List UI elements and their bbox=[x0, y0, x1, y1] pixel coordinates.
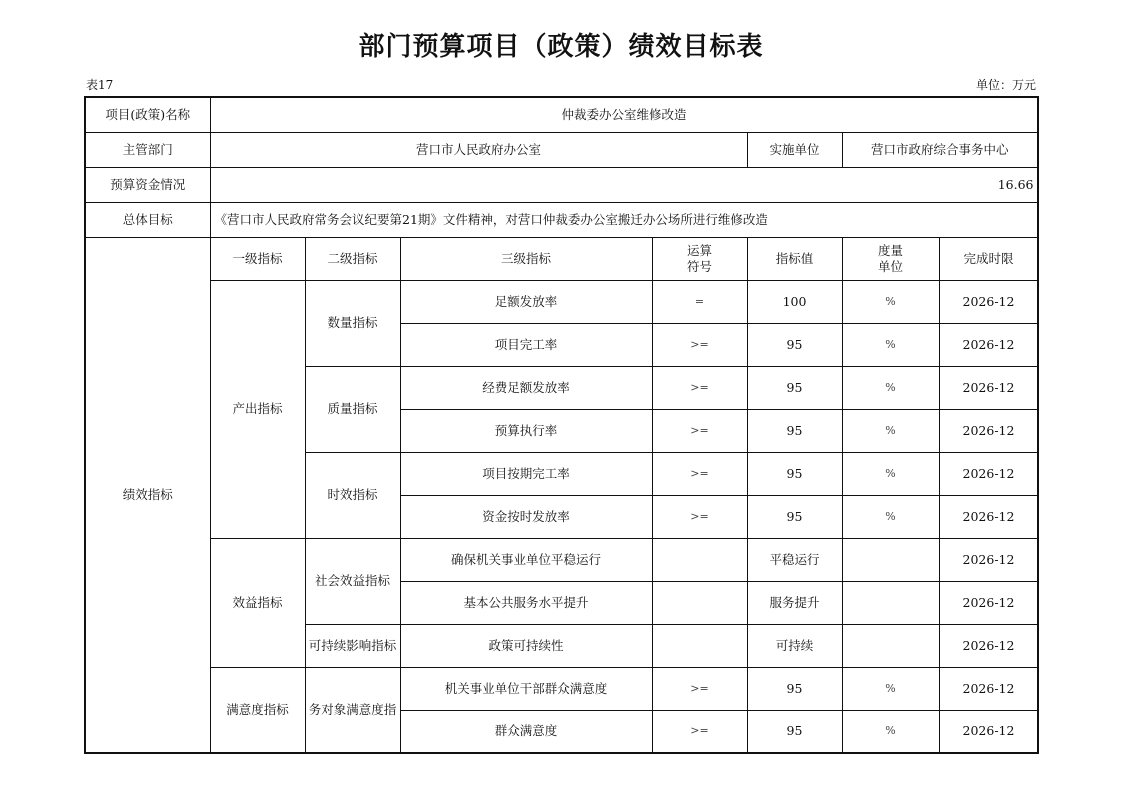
indicator-value: 95 bbox=[747, 323, 842, 366]
perf-indicators-label: 绩效指标 bbox=[85, 237, 210, 753]
indicator-name: 机关事业单位干部群众满意度 bbox=[400, 667, 652, 710]
group-sustain: 可持续影响指标 bbox=[305, 624, 400, 667]
indicator-name: 足额发放率 bbox=[400, 280, 652, 323]
indicator-unit bbox=[842, 538, 939, 581]
budget-label: 预算资金情况 bbox=[85, 167, 210, 202]
page-title: 部门预算项目（政策）绩效目标表 bbox=[358, 32, 764, 62]
goal-label: 总体目标 bbox=[85, 202, 210, 237]
indicator-unit: % bbox=[842, 323, 939, 366]
indicator-value: 95 bbox=[747, 452, 842, 495]
table-number: 表17 bbox=[86, 78, 114, 92]
indicator-deadline: 2026-12 bbox=[939, 581, 1038, 624]
indicator-value: 95 bbox=[747, 409, 842, 452]
indicator-unit bbox=[842, 624, 939, 667]
group-quality: 质量指标 bbox=[305, 366, 400, 452]
col-level1: 一级指标 bbox=[210, 237, 305, 280]
indicator-operator: = bbox=[652, 280, 747, 323]
indicator-name: 政策可持续性 bbox=[400, 624, 652, 667]
goal-value: 《营口市人民政府常务会议纪要第21期》文件精神，对营口仲裁委办公室搬迁办公场所进行维修改造 bbox=[210, 202, 1038, 237]
indicator-name: 项目按期完工率 bbox=[400, 452, 652, 495]
group-service-satisfaction: 务对象满意度指 bbox=[305, 667, 400, 753]
unit-label: 单位：万元 bbox=[975, 78, 1036, 92]
indicator-value: 平稳运行 bbox=[747, 538, 842, 581]
table-row bbox=[85, 280, 1038, 323]
indicator-operator bbox=[652, 624, 747, 667]
indicator-name: 基本公共服务水平提升 bbox=[400, 581, 652, 624]
indicator-deadline: 2026-12 bbox=[939, 366, 1038, 409]
indicator-operator: >= bbox=[652, 667, 747, 710]
col-level2: 二级指标 bbox=[305, 237, 400, 280]
group-satisfaction: 满意度指标 bbox=[210, 667, 305, 753]
indicator-deadline: 2026-12 bbox=[939, 538, 1038, 581]
group-timeliness: 时效指标 bbox=[305, 452, 400, 538]
col-unit bbox=[842, 237, 939, 280]
indicator-value: 95 bbox=[747, 710, 842, 753]
col-operator-line2: 符号 bbox=[686, 258, 712, 274]
group-quantity: 数量指标 bbox=[305, 280, 400, 366]
table-row bbox=[85, 202, 1038, 237]
indicator-name: 资金按时发放率 bbox=[400, 495, 652, 538]
indicator-unit: % bbox=[842, 710, 939, 753]
indicator-operator bbox=[652, 538, 747, 581]
indicator-operator: >= bbox=[652, 409, 747, 452]
indicator-deadline: 2026-12 bbox=[939, 409, 1038, 452]
col-operator bbox=[652, 237, 747, 280]
project-name-label: 项目(政策)名称 bbox=[85, 97, 210, 132]
indicator-unit: % bbox=[842, 452, 939, 495]
indicator-unit: % bbox=[842, 409, 939, 452]
table-row bbox=[85, 132, 1038, 167]
indicator-operator: >= bbox=[652, 452, 747, 495]
indicator-value: 服务提升 bbox=[747, 581, 842, 624]
group-social: 社会效益指标 bbox=[305, 538, 400, 624]
indicator-unit: % bbox=[842, 366, 939, 409]
col-unit-line1: 度量 bbox=[877, 242, 903, 258]
dept-value: 营口市人民政府办公室 bbox=[210, 132, 747, 167]
col-value: 指标值 bbox=[747, 237, 842, 280]
indicator-unit: % bbox=[842, 495, 939, 538]
indicator-value: 95 bbox=[747, 667, 842, 710]
indicator-value: 95 bbox=[747, 495, 842, 538]
indicator-deadline: 2026-12 bbox=[939, 452, 1038, 495]
indicator-deadline: 2026-12 bbox=[939, 323, 1038, 366]
impl-label: 实施单位 bbox=[747, 132, 842, 167]
col-deadline: 完成时限 bbox=[939, 237, 1038, 280]
table-row bbox=[85, 97, 1038, 132]
indicator-operator: >= bbox=[652, 323, 747, 366]
table-row bbox=[85, 237, 1038, 280]
indicator-name: 经费足额发放率 bbox=[400, 366, 652, 409]
indicator-deadline: 2026-12 bbox=[939, 280, 1038, 323]
indicator-operator: >= bbox=[652, 495, 747, 538]
indicator-deadline: 2026-12 bbox=[939, 624, 1038, 667]
indicator-name: 确保机关事业单位平稳运行 bbox=[400, 538, 652, 581]
indicator-unit bbox=[842, 581, 939, 624]
indicator-deadline: 2026-12 bbox=[939, 710, 1038, 753]
indicator-operator: >= bbox=[652, 710, 747, 753]
indicator-name: 项目完工率 bbox=[400, 323, 652, 366]
indicator-unit: % bbox=[842, 667, 939, 710]
col-level3: 三级指标 bbox=[400, 237, 652, 280]
dept-label: 主管部门 bbox=[85, 132, 210, 167]
project-name-value: 仲裁委办公室维修改造 bbox=[210, 97, 1038, 132]
indicator-operator bbox=[652, 581, 747, 624]
performance-target-table bbox=[84, 96, 1039, 754]
table-row bbox=[85, 538, 1038, 581]
indicator-value: 95 bbox=[747, 366, 842, 409]
indicator-value: 可持续 bbox=[747, 624, 842, 667]
indicator-deadline: 2026-12 bbox=[939, 495, 1038, 538]
group-output: 产出指标 bbox=[210, 280, 305, 538]
indicator-unit: % bbox=[842, 280, 939, 323]
indicator-name: 预算执行率 bbox=[400, 409, 652, 452]
col-unit-line2: 单位 bbox=[877, 258, 903, 274]
col-operator-line1: 运算 bbox=[686, 242, 712, 258]
group-benefit: 效益指标 bbox=[210, 538, 305, 667]
indicator-value: 100 bbox=[747, 280, 842, 323]
table-row bbox=[85, 667, 1038, 710]
table-row bbox=[85, 167, 1038, 202]
indicator-deadline: 2026-12 bbox=[939, 667, 1038, 710]
budget-value: 16.66 bbox=[210, 167, 1038, 202]
indicator-name: 群众满意度 bbox=[400, 710, 652, 753]
impl-value: 营口市政府综合事务中心 bbox=[842, 132, 1038, 167]
indicator-operator: >= bbox=[652, 366, 747, 409]
